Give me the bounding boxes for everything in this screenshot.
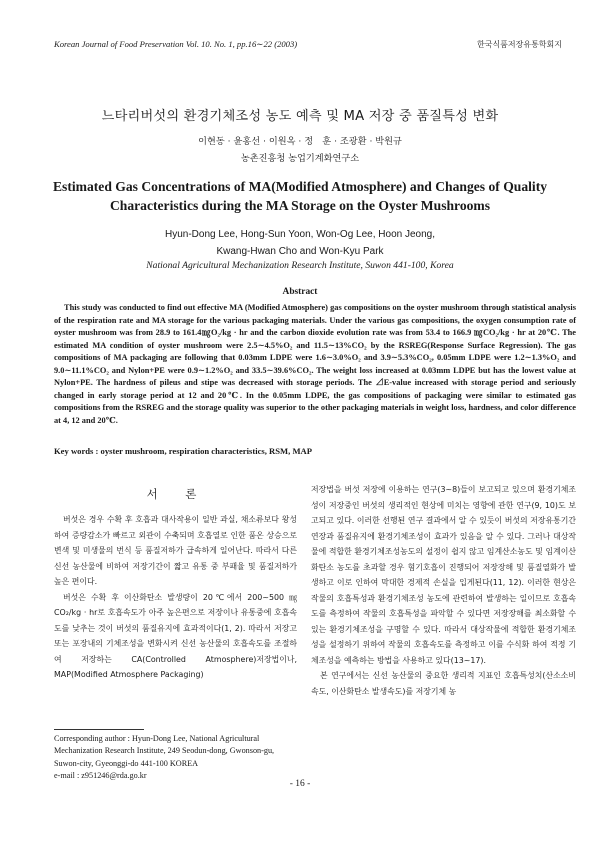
english-affiliation: National Agricultural Mechanization Research Institute, Suwon 441-100, Korea	[146, 260, 454, 271]
abstract-body: This study was conducted to find out effective MA (Modified Atmosphere) gas compositions on the oyster mushroom through statistical analysis of the respiration rate and MA storage for the various packaging materials. Under the various gas compositions, the oxygen consumption rate of oyster mushroom was from 28.9 to 161.4㎎O₂/kg · hr and the carbon dioxide evolution rate was from 53.4 to 166.9 ㎎CO₂/kg · hr at 20℃. The estimated MA condition of oyster mushroom were 2.5∼4.5%O₂ and 11.5∼13%CO₂ by the RSREG(Response Surface Regression). The gas compositions of MA packaging are following that 0.03mm LDPE were 1.6∼3.0%O₂ and 3.9∼5.3%CO₂, 0.05mm LDPE were 1.2∼1.3%O₂ and 9.0∼11.1%CO₂ and Nylon+PE were 0.9∼1.2%O₂ and 33.5∼39.6%CO₂. The weight loss increased at 0.03mm LDPE but has the lowest value at Nylon+PE. The hardness of pileus and stipe was decreased with storage periods. The ⊿E-value increased with storage period and seriously changed in early storage period at 12 and 20℃. In the 0.05mm LDPE, the gas compositions of packaging were similar to estimated gas compositions from the RSREG and the storage quality was superior to the other packaging materials in weight loss, hardness, and color difference at 4, 12 and 20℃.	[54, 303, 576, 425]
abstract-heading: Abstract	[282, 287, 318, 297]
body-paragraph: 저장법을 버섯 저장에 이용하는 연구(3∼8)들이 보고되고 있으며 환경기체조성이 저장중인 버섯의 생리적인 현상에 미치는 영향에 관한 연구(9, 10)도 보고되고 있다. 이러한 선행된 연구 결과에서 알 수 있듯이 버섯의 저장유통기간 연장과 품질유지에 환경기체조성이 효과가 있음을 알 수 있다. 그러나 대상작물에 적합한 환경기체조성농도의 설정이 쉽지 않고 임계산소농도 및 임계이산화탄소 농도를 초과할 경우 혐기호흡이 진행되어 저장장해 및 품질열화가 발생하고 이로 인하여 막대한 경제적 손실을 입게된다(11, 12). 이러한 현상은 작물의 호흡특성과 환경기체조성 농도에 관련하여 발생하는 일이므로 호흡속도를 측정하여 작물의 호흡특성을 파악할 수 있다면 저장장해를 최소화할 수 있는 환경기체조성을 구명할 수 있다. 따라서 대상작물에 적합한 환경기체조성을 설정하기 위하여 작물의 호흡속도를 측정하고 이를 수식화 하여 적정 기체조성을 예측하는 방법을 사용하고 있다(13∼17).	[311, 485, 576, 665]
body-paragraph: 버섯은 수확 후 이산화탄소 발생량이 20℃에서 200∼500 ㎎CO₂/kg · hr로 호흡속도가 아주 높은편으로 저장이나 유통중에 호흡속도를 낮추는 것이 버섯의 품질유지에 효과적이다(1, 2). 따라서 저장고 또는 포장내의 기체조성을 변화시켜 신선 농산물의 호흡속도를 조절하여 저장하는 CA(Controlled Atmosphere)저장법이나, MAP(Modified Atmosphere Packaging)	[54, 592, 297, 679]
society-name: 한국식품저장유통학회지	[476, 40, 562, 49]
korean-authors: 이현동 · 윤홍선 · 이원옥 · 정 훈 · 조광환 · 박원규	[198, 136, 402, 147]
korean-affiliation: 농촌진흥청 농업기계화연구소	[240, 153, 360, 164]
corresponding-author-footnote	[54, 733, 299, 783]
left-column	[54, 512, 297, 683]
journal-citation: Korean Journal of Food Preservation Vol. 10. No. 1, pp.16∼22 (2003)	[54, 39, 298, 49]
right-column	[311, 482, 576, 699]
english-authors	[0, 226, 600, 260]
section-heading-introduction: 서 론	[146, 487, 205, 501]
body-paragraph: 본 연구에서는 신선 농산물의 중요한 생리적 지표인 호흡특성치(산소소비속도, 이산화탄소 발생속도)를 저장기체 농	[311, 671, 576, 696]
korean-title: 느타리버섯의 환경기체조성 농도 예측 및 MA 저장 중 품질특성 변화	[101, 109, 499, 124]
running-header	[54, 39, 562, 53]
footnote-line: Corresponding author : Hyun-Dong Lee, National Agricultural	[54, 734, 260, 743]
body-paragraph: 버섯은 경우 수확 후 호흡과 대사작용이 일반 과실, 채소류보다 왕성하여 증량감소가 빠르고 외관이 수축되며 호흡열로 인한 품온 상승으로 변색 및 미생물의 번식 등 품질저하가 급속하게 일어난다. 따라서 다른 신선 농산물에 비하여 저장기간이 짧고 유통 중 부패율 및 품질저하가 높은 편이다.	[54, 515, 297, 586]
english-authors-line-1: Hyun-Dong Lee, Hong-Sun Yoon, Won-Og Lee, Hoon Jeong,	[165, 229, 435, 240]
footnote-line: Suwon-city, Gyeonggi-do 441-100 KOREA	[54, 758, 199, 768]
footnote-line: Mechanization Research Institute, 249 Seodun-dong, Gwonson-gu,	[54, 746, 275, 756]
footnote-email: e-mail : z951246@rda.go.kr	[54, 771, 147, 781]
page-number: - 16 -	[289, 779, 311, 789]
keywords: Key words : oyster mushroom, respiration characteristics, RSM, MAP	[54, 446, 313, 456]
english-authors-line-2: Kwang-Hwan Cho and Won-Kyu Park	[216, 246, 384, 257]
english-title: Estimated Gas Concentrations of MA(Modified Atmosphere) and Changes of Quality Characteristics during the MA Storage on the Oyster Mushrooms	[52, 179, 548, 213]
footnote-rule	[54, 729, 144, 730]
